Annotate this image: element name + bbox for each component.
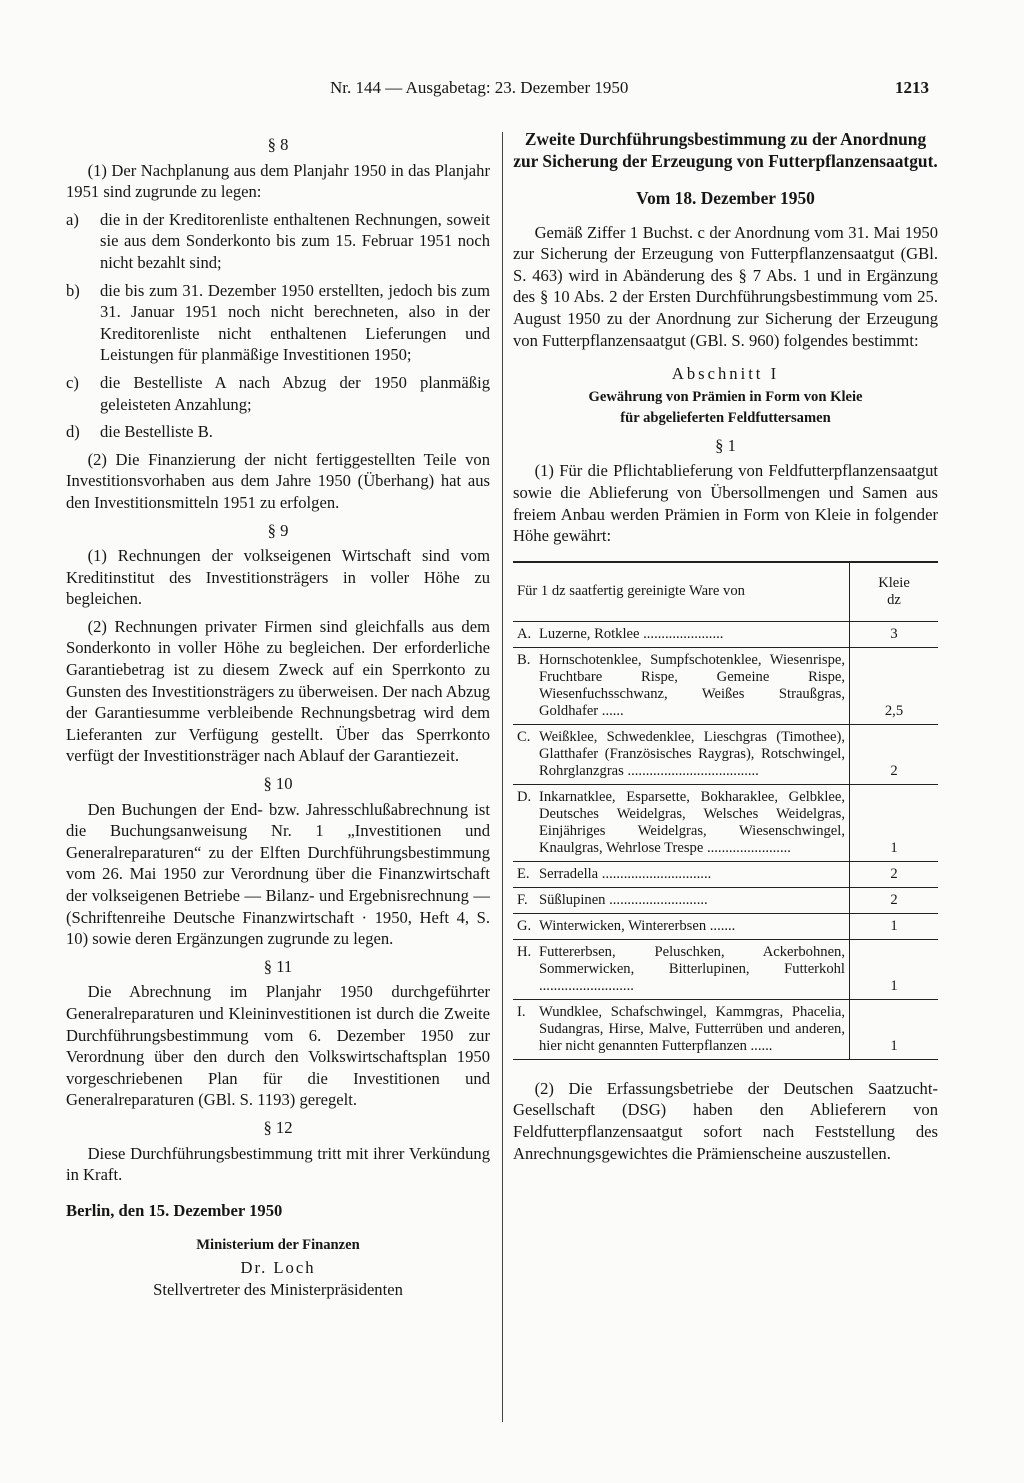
paragraph: (1) Für die Pflichtablieferung von Feldfutterpflanzensaatgut sowie die Ablieferung von Übersollmengen und Samen aus freiem Anbau werden Prämien in Form von Kleie in folgender Höhe gewährt:: [513, 461, 938, 546]
section-heading: § 9: [267, 520, 289, 540]
header-kleie: Kleie: [878, 574, 910, 591]
row-label: [513, 784, 850, 861]
row-value: 1: [850, 999, 939, 1059]
section-heading: § 1: [715, 435, 736, 455]
row-text: Wundklee, Schafschwingel, Kammgras, Phacelia, Sudangras, Hirse, Malve, Futterrüben und anderen, hier nicht genannten Futterpflanzen ......: [539, 1003, 845, 1054]
section-heading: § 12: [263, 1117, 293, 1137]
section-heading: § 10: [263, 774, 293, 794]
list-item: [66, 421, 490, 443]
abschnitt-title-line: für abgelieferten Feldfuttersamen: [620, 409, 831, 426]
table-row: [513, 861, 938, 887]
row-label: [513, 724, 850, 784]
column-divider: [502, 132, 503, 1422]
page-number: 1213: [895, 78, 929, 97]
paragraph: Die Abrechnung im Planjahr 1950 durchgeführter Generalreparaturen und Kleininvestitionen ist durch die Zweite Durchführungsbestimmung vom 6. Dezember 1950 zur Verordnung über den durch den Volkswirtschaftsplan 1950 vorgeschriebenen Plan für die Investitionen und Generalreparaturen (GBl. S. 1193) geregelt.: [66, 982, 490, 1110]
document-date: Vom 18. Dezember 1950: [636, 188, 815, 208]
row-key: I.: [517, 1003, 526, 1020]
paragraph: Diese Durchführungsbestimmung tritt mit ihrer Verkündung in Kraft.: [66, 1143, 490, 1185]
list-item: [66, 372, 490, 415]
list-label: c): [66, 372, 79, 392]
table-header-goods: Für 1 dz saatfertig gereinigte Ware von: [517, 583, 745, 600]
paragraph: (2) Rechnungen privater Firmen sind gleichfalls aus dem Sonderkonto in voller Höhe zu begleichen. Der erforderliche Garantiebetrag ist zu diesem Zweck auf ein Sperrkonto zu Gunsten des Investitionsträgers zu überweisen. Der nach Abzug der Garantiesumme verbleibende Rechnungsbetrag wird dem Lieferanten zur Verfügung gestellt. Über das Sperrkonto verfügt der Investitionsträger nach Ablauf der Garantiezeit.: [66, 616, 490, 766]
table-row: [513, 621, 938, 647]
row-label: [513, 999, 850, 1059]
row-value: 2,5: [850, 647, 939, 724]
list-label: b): [66, 280, 80, 300]
paragraph: (1) Rechnungen der volkseigenen Wirtschaft sind vom Kreditinstitut des Investitionsträgers in voller Höhe zu begleichen.: [66, 546, 490, 609]
row-label: [513, 861, 850, 887]
row-value: 2: [850, 861, 939, 887]
paragraph: (2) Die Finanzierung der nicht fertiggestellten Teile von Investitionsvorhaben aus dem Jahre 1950 (Überhang) hat aus den Investitionsmitteln 1951 zu erfolgen.: [66, 449, 490, 512]
table-header-row: [513, 562, 938, 622]
row-value: 2: [850, 724, 939, 784]
signature-date: Berlin, den 15. Dezember 1950: [66, 1200, 283, 1220]
right-column: [513, 128, 938, 1170]
list-label: a): [66, 209, 79, 229]
list-item: [66, 209, 490, 274]
row-text: Serradella ..............................: [539, 865, 712, 882]
table-row: [513, 887, 938, 913]
table-header-kleie: [850, 562, 939, 622]
section-heading: § 11: [263, 956, 293, 976]
row-key: D.: [517, 788, 532, 805]
row-key: A.: [517, 625, 532, 642]
signature-org: Ministerium der Finanzen: [196, 1237, 360, 1254]
paragraph: (2) Die Erfassungsbetriebe der Deutschen Saatzucht-Gesellschaft (DSG) haben den Ablieferern von Feldfutterpflanzensaatgut sofort nach Feststellung des Anrechnungsgewichtes die Prämienscheine auszustellen.: [513, 1078, 938, 1163]
row-value: 1: [850, 939, 939, 999]
row-text: Inkarnatklee, Esparsette, Bokharaklee, Gelbklee, Deutsches Weidelgras, Welsches Weidelgras, Einjähriges Weidelgras, Wiesenschwingel, Knaulgras, Wehrlose Trespe .......................: [539, 788, 845, 856]
row-text: Weißklee, Schwedenklee, Lieschgras (Timothee), Glatthafer (Französisches Raygras), Rotschwingel, Rohrglanzgras ....................................: [539, 728, 845, 779]
row-value: 2: [850, 887, 939, 913]
row-label: [513, 939, 850, 999]
row-label: [513, 621, 850, 647]
list-text: die bis zum 31. Dezember 1950 erstellten, jedoch bis zum 31. Januar 1951 noch nicht berechneten, also in der Kreditorenliste nicht enthaltenen Lieferungen und Leistungen für planmäßige Investitionen 1950;: [100, 280, 490, 365]
list-label: d): [66, 422, 80, 442]
row-label: [513, 647, 850, 724]
list-text: die Bestelliste B.: [100, 422, 213, 442]
row-value: 1: [850, 784, 939, 861]
paragraph: Den Buchungen der End- bzw. Jahresschlußabrechnung ist die Buchungsanweisung Nr. 1 „Investitionen und Generalreparaturen“ zu der Elften Durchführungsbestimmung vom 26. Mai 1950 zur Verordnung über die Finanzwirtschaft der volkseigenen Betriebe — Bilanz- und Ergebnisrechnung — (Schriftenreihe Deutsche Finanzwirtschaft · 1950, Heft 4, S. 10) sowie deren Ergänzungen zugrunde zu legen.: [66, 799, 490, 949]
row-text: Luzerne, Rotklee ......................: [539, 625, 724, 642]
signature-name: Dr. Loch: [240, 1257, 316, 1277]
row-text: Hornschotenklee, Sumpfschotenklee, Wiesenrispe, Fruchtbare Rispe, Gemeine Rispe, Wiesenfuchsschwanz, Weißes Straußgras, Goldhafer ......: [539, 651, 845, 719]
table-row: [513, 724, 938, 784]
row-key: C.: [517, 728, 531, 745]
abschnitt-title-line: Gewährung von Prämien in Form von Kleie: [588, 388, 863, 405]
row-text: Futtererbsen, Peluschken, Ackerbohnen, Sommerwicken, Bitterlupinen, Futterkohl ..........................: [539, 943, 845, 994]
abschnitt-heading: Abschnitt I: [671, 364, 780, 384]
left-column: [66, 128, 490, 1300]
table-row: [513, 999, 938, 1059]
table-row: [513, 784, 938, 861]
row-text: Süßlupinen ...........................: [539, 891, 708, 908]
section-heading: § 8: [267, 135, 289, 154]
row-value: 1: [850, 913, 939, 939]
premium-table: [513, 561, 938, 1060]
row-label: [513, 913, 850, 939]
signature-role: Stellvertreter des Ministerpräsidenten: [153, 1279, 403, 1299]
row-text: Winterwicken, Wintererbsen .......: [539, 917, 736, 934]
issue-line: Nr. 144 — Ausgabetag: 23. Dezember 1950: [330, 78, 629, 97]
row-key: E.: [517, 865, 530, 882]
list-text: die Bestelliste A nach Abzug der 1950 planmäßig geleisteten Anzahlung;: [100, 372, 490, 414]
paragraph: (1) Der Nachplanung aus dem Planjahr 1950 in das Planjahr 1951 sind zugrunde zu legen:: [66, 160, 490, 202]
row-key: F.: [517, 891, 528, 908]
row-key: G.: [517, 917, 532, 934]
row-value: 3: [850, 621, 939, 647]
header-unit: dz: [887, 591, 901, 608]
document-title: Zweite Durchführungsbestimmung zu der Anordnung zur Sicherung der Erzeugung von Futterpflanzensaatgut.: [513, 129, 938, 171]
table-row: [513, 647, 938, 724]
abschnitt-title: [513, 387, 938, 429]
list-item: [66, 280, 490, 366]
page-header: [0, 78, 1024, 98]
list-text: die in der Kreditorenliste enthaltenen Rechnungen, soweit sie aus dem Sonderkonto bis zum 15. Februar 1951 noch nicht bezahlt sind;: [100, 209, 490, 272]
table-row: [513, 939, 938, 999]
row-label: [513, 887, 850, 913]
row-key: B.: [517, 651, 531, 668]
table-row: [513, 913, 938, 939]
row-key: H.: [517, 943, 532, 960]
preamble: Gemäß Ziffer 1 Buchst. c der Anordnung vom 31. Mai 1950 zur Sicherung der Erzeugung von Futterpflanzensaatgut (GBl. S. 463) wird in Abänderung des § 7 Abs. 1 und in Ergänzung des § 10 Abs. 2 der Ersten Durchführungsbestimmung vom 25. August 1950 zu der Anordnung zur Sicherung der Erzeugung von Futterpflanzensaatgut (GBl. S. 960) folgendes bestimmt:: [513, 222, 938, 350]
